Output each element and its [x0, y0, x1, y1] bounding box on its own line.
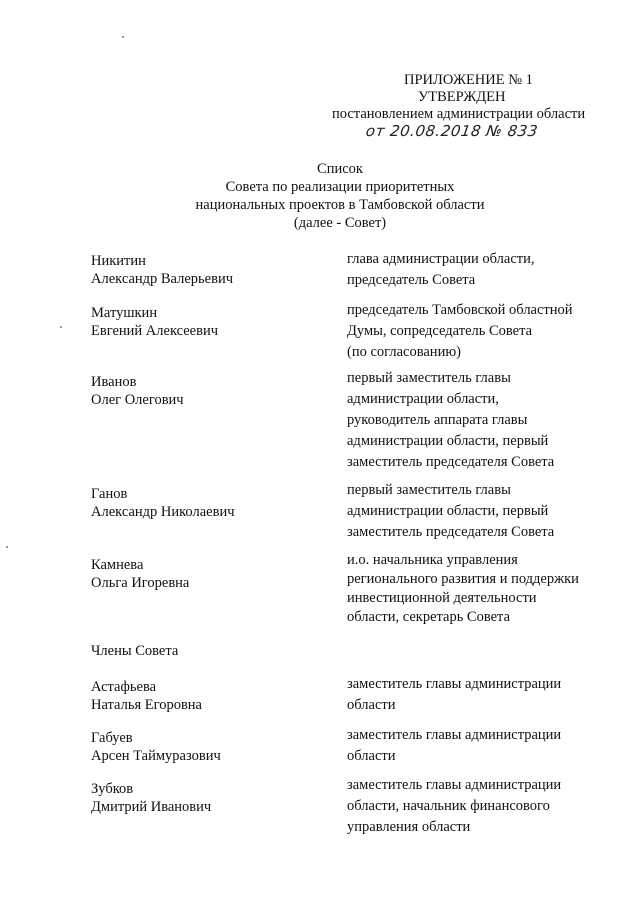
document-title [150, 160, 530, 232]
person-name [91, 252, 321, 288]
handwritten-date: от 20.08.2018 № 833 [364, 122, 540, 140]
position-line: администрации области, первый [347, 503, 549, 519]
position-line: заместитель главы администрации [347, 777, 562, 793]
position-line: (по согласованию) [347, 344, 461, 360]
surname: Иванов [91, 374, 137, 390]
given-names: Александр Николаевич [91, 504, 235, 520]
person-name [91, 304, 321, 340]
scan-speck [60, 326, 62, 328]
given-names: Олег Олегович [91, 392, 184, 408]
given-names: Евгений Алексеевич [91, 323, 219, 339]
person-position [347, 725, 607, 767]
position-line: инвестиционной деятельности [347, 590, 537, 606]
position-line: области, начальник финансового [347, 798, 550, 814]
position-line: заместитель председателя Совета [347, 454, 555, 470]
given-names: Дмитрий Иванович [91, 799, 212, 815]
person-position [347, 300, 607, 363]
position-line: заместитель главы администрации [347, 727, 562, 743]
person-position [347, 368, 607, 473]
surname: Ганов [91, 486, 128, 502]
person-name [91, 678, 321, 714]
position-line: Думы, сопредседатель Совета [347, 323, 533, 339]
position-line: области [347, 697, 396, 713]
person-position [347, 480, 607, 543]
appendix-label: ПРИЛОЖЕНИЕ № 1 [404, 72, 533, 88]
appendix-header [300, 72, 600, 123]
given-names: Александр Валерьевич [91, 271, 233, 287]
surname: Зубков [91, 781, 134, 797]
title-line-1: Список [317, 161, 363, 177]
person-name [91, 556, 321, 592]
approved-label: УТВЕРЖДЕН [418, 89, 506, 105]
given-names: Арсен Таймуразович [91, 748, 221, 764]
position-line: области [347, 748, 396, 764]
title-line-3: национальных проектов в Тамбовской области [195, 197, 485, 213]
position-line: заместитель главы администрации [347, 676, 562, 692]
position-line: регионального развития и поддержки [347, 571, 579, 587]
title-line-4: (далее - Совет) [293, 215, 387, 231]
person-name [91, 729, 321, 765]
person-position [347, 674, 607, 716]
position-line: администрации области, первый [347, 433, 549, 449]
position-line: первый заместитель главы [347, 482, 511, 498]
scan-speck [6, 546, 8, 548]
position-line: первый заместитель главы [347, 370, 511, 386]
scan-speck [122, 36, 124, 38]
surname: Астафьева [91, 679, 157, 695]
position-line: управления области [347, 819, 471, 835]
surname: Камнева [91, 557, 144, 573]
position-line: председатель Тамбовской областной [347, 302, 573, 318]
person-name [91, 780, 321, 816]
surname: Габуев [91, 730, 133, 746]
surname: Матушкин [91, 305, 158, 321]
position-line: заместитель председателя Совета [347, 524, 555, 540]
person-position [347, 775, 607, 838]
person-position [347, 249, 607, 291]
position-line: администрации области, [347, 391, 499, 407]
position-line: и.о. начальника управления [347, 552, 518, 568]
position-line: глава администрации области, [347, 251, 535, 267]
position-line: председатель Совета [347, 272, 476, 288]
position-line: области, секретарь Совета [347, 609, 511, 625]
given-names: Ольга Игоревна [91, 575, 190, 591]
person-name [91, 373, 321, 409]
person-position [347, 551, 607, 627]
position-line: руководитель аппарата главы [347, 412, 528, 428]
title-line-2: Совета по реализации приоритетных [225, 179, 455, 195]
person-name [91, 485, 321, 521]
surname: Никитин [91, 253, 146, 269]
given-names: Наталья Егоровна [91, 697, 202, 713]
members-heading: Члены Совета [91, 643, 179, 659]
decree-line: постановлением администрации области [332, 106, 586, 122]
